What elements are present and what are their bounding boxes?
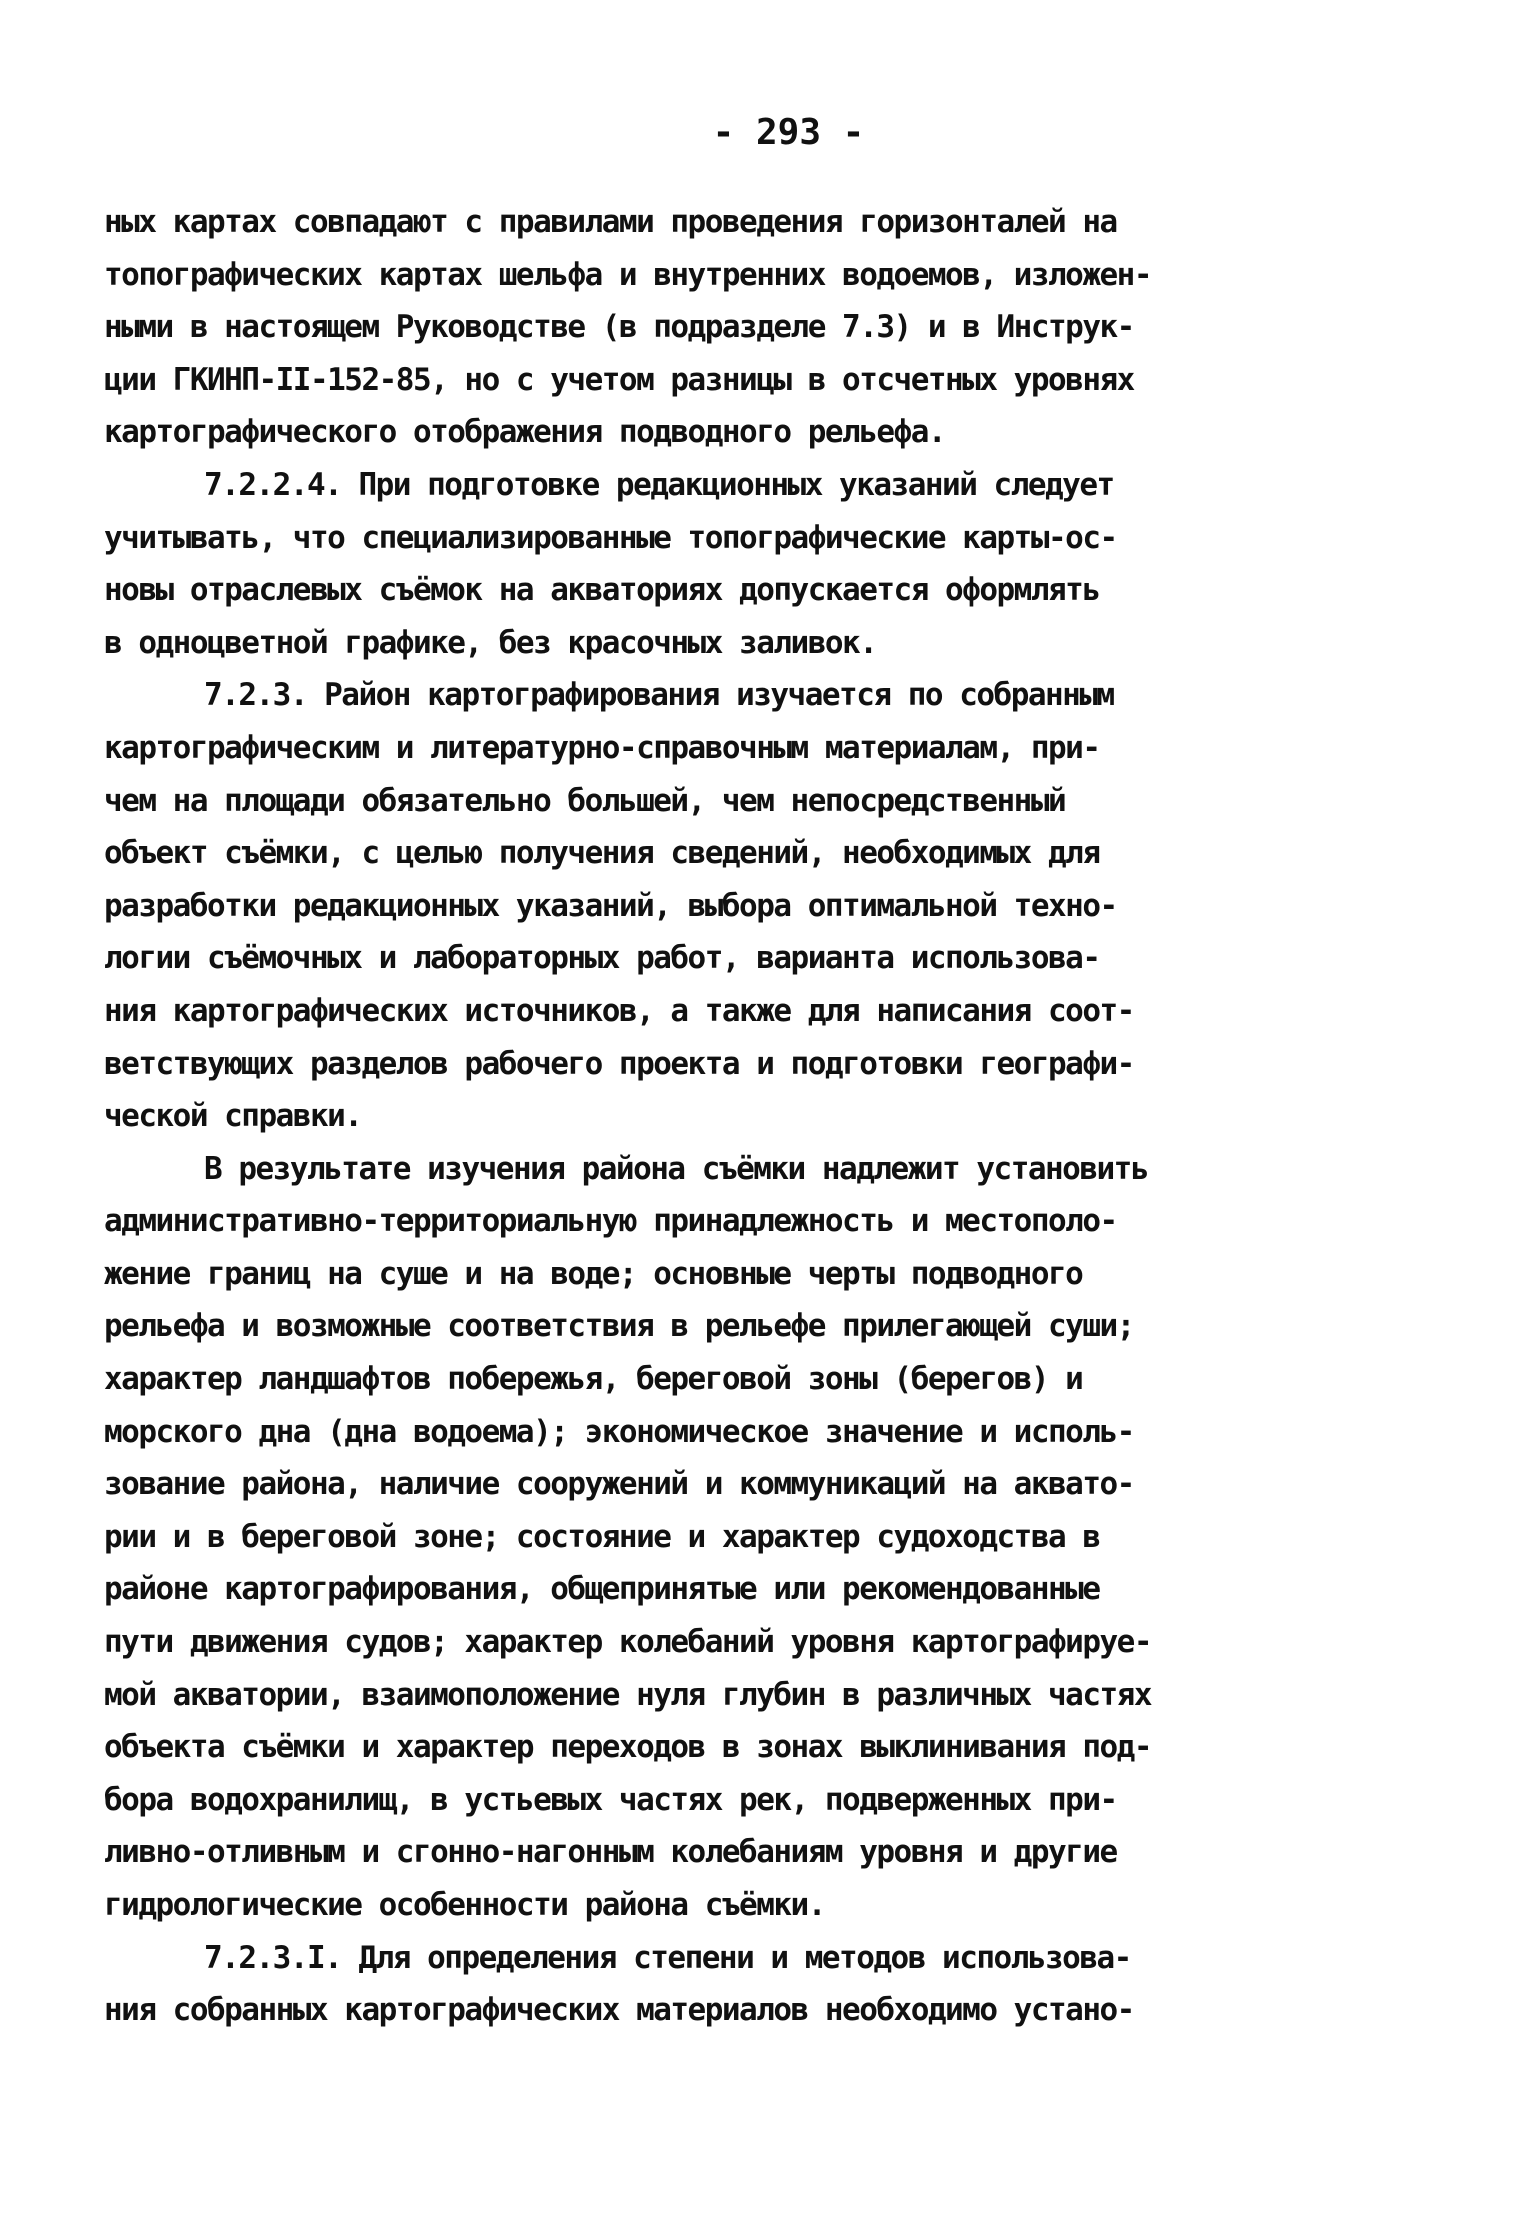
text-line: картографического отображения подводного рельефа. — [104, 414, 946, 451]
text-line: жение границ на суше и на воде; основные черты подводного — [104, 1255, 1083, 1292]
text-line: зование района, наличие сооружений и коммуникаций на аквато- — [104, 1466, 1134, 1503]
text-line: рельефа и возможные соответствия в рельефе прилегающей суши; — [104, 1308, 1134, 1345]
text-line: бора водохранилищ, в устьевых частях рек, подверженных при- — [104, 1781, 1117, 1818]
text-line: пути движения судов; характер колебаний уровня картографируе- — [104, 1624, 1151, 1661]
text-line: характер ландшафтов побережья, береговой зоны (берегов) и — [104, 1361, 1083, 1398]
text-line: 7.2.3. Район картографирования изучается по собранным — [204, 677, 1114, 714]
text-line: районе картографирования, общепринятые или рекомендованные — [104, 1571, 1100, 1608]
text-line: мой акватории, взаимоположение нуля глубин в различных частях — [104, 1676, 1151, 1713]
text-line: ветствующих разделов рабочего проекта и подготовки географи- — [104, 1045, 1134, 1082]
text-line: ливно-отливным и сгонно-нагонным колебаниям уровня и другие — [104, 1834, 1117, 1871]
text-line: ния картографических источников, а также для написания соот- — [104, 992, 1134, 1029]
text-line: в одноцветной графике, без красочных заливок. — [104, 624, 877, 661]
body-text — [104, 196, 1394, 2037]
text-line: логии съёмочных и лабораторных работ, варианта использова- — [104, 940, 1100, 977]
text-line: чем на площади обязательно большей, чем непосредственный — [104, 782, 1066, 819]
text-line: новы отраслевых съёмок на акваториях допускается оформлять — [104, 572, 1100, 609]
text-line: ции ГКИНП-II-152-85, но с учетом разницы в отсчетных уровнях — [104, 361, 1134, 398]
text-line: 7.2.3.I. Для определения степени и методов использова- — [204, 1939, 1131, 1976]
text-line: ния собранных картографических материалов необходимо устано- — [104, 1992, 1134, 2029]
text-line: ных картах совпадают с правилами проведения горизонталей на — [104, 204, 1117, 240]
text-line: гидрологические особенности района съёмки. — [104, 1887, 825, 1923]
text-line: ными в настоящем Руководстве (в подразделе 7.3) и в Инструк- — [104, 309, 1134, 346]
text-line: В результате изучения района съёмки надлежит установить — [204, 1150, 1148, 1187]
page-number: - 293 - — [712, 112, 865, 153]
text-line: учитывать, что специализированные топографические карты-ос- — [104, 519, 1117, 556]
text-line: ческой справки. — [104, 1098, 362, 1135]
text-line: объекта съёмки и характер переходов в зонах выклинивания под- — [104, 1729, 1151, 1766]
text-line: топографических картах шельфа и внутренних водоемов, изложен- — [104, 256, 1151, 293]
text-line: разработки редакционных указаний, выбора оптимальной техно- — [104, 887, 1117, 924]
text-line: рии и в береговой зоне; состояние и характер судоходства в — [104, 1518, 1100, 1555]
text-line: 7.2.2.4. При подготовке редакционных указаний следует — [204, 466, 1114, 503]
text-line: морского дна (дна водоема); экономическое значение и исполь- — [104, 1413, 1134, 1450]
text-line: административно-территориальную принадлежность и местополо- — [104, 1203, 1117, 1240]
text-line: объект съёмки, с целью получения сведений, необходимых для — [104, 835, 1100, 872]
text-line: картографическим и литературно-справочным материалам, при- — [104, 729, 1100, 766]
